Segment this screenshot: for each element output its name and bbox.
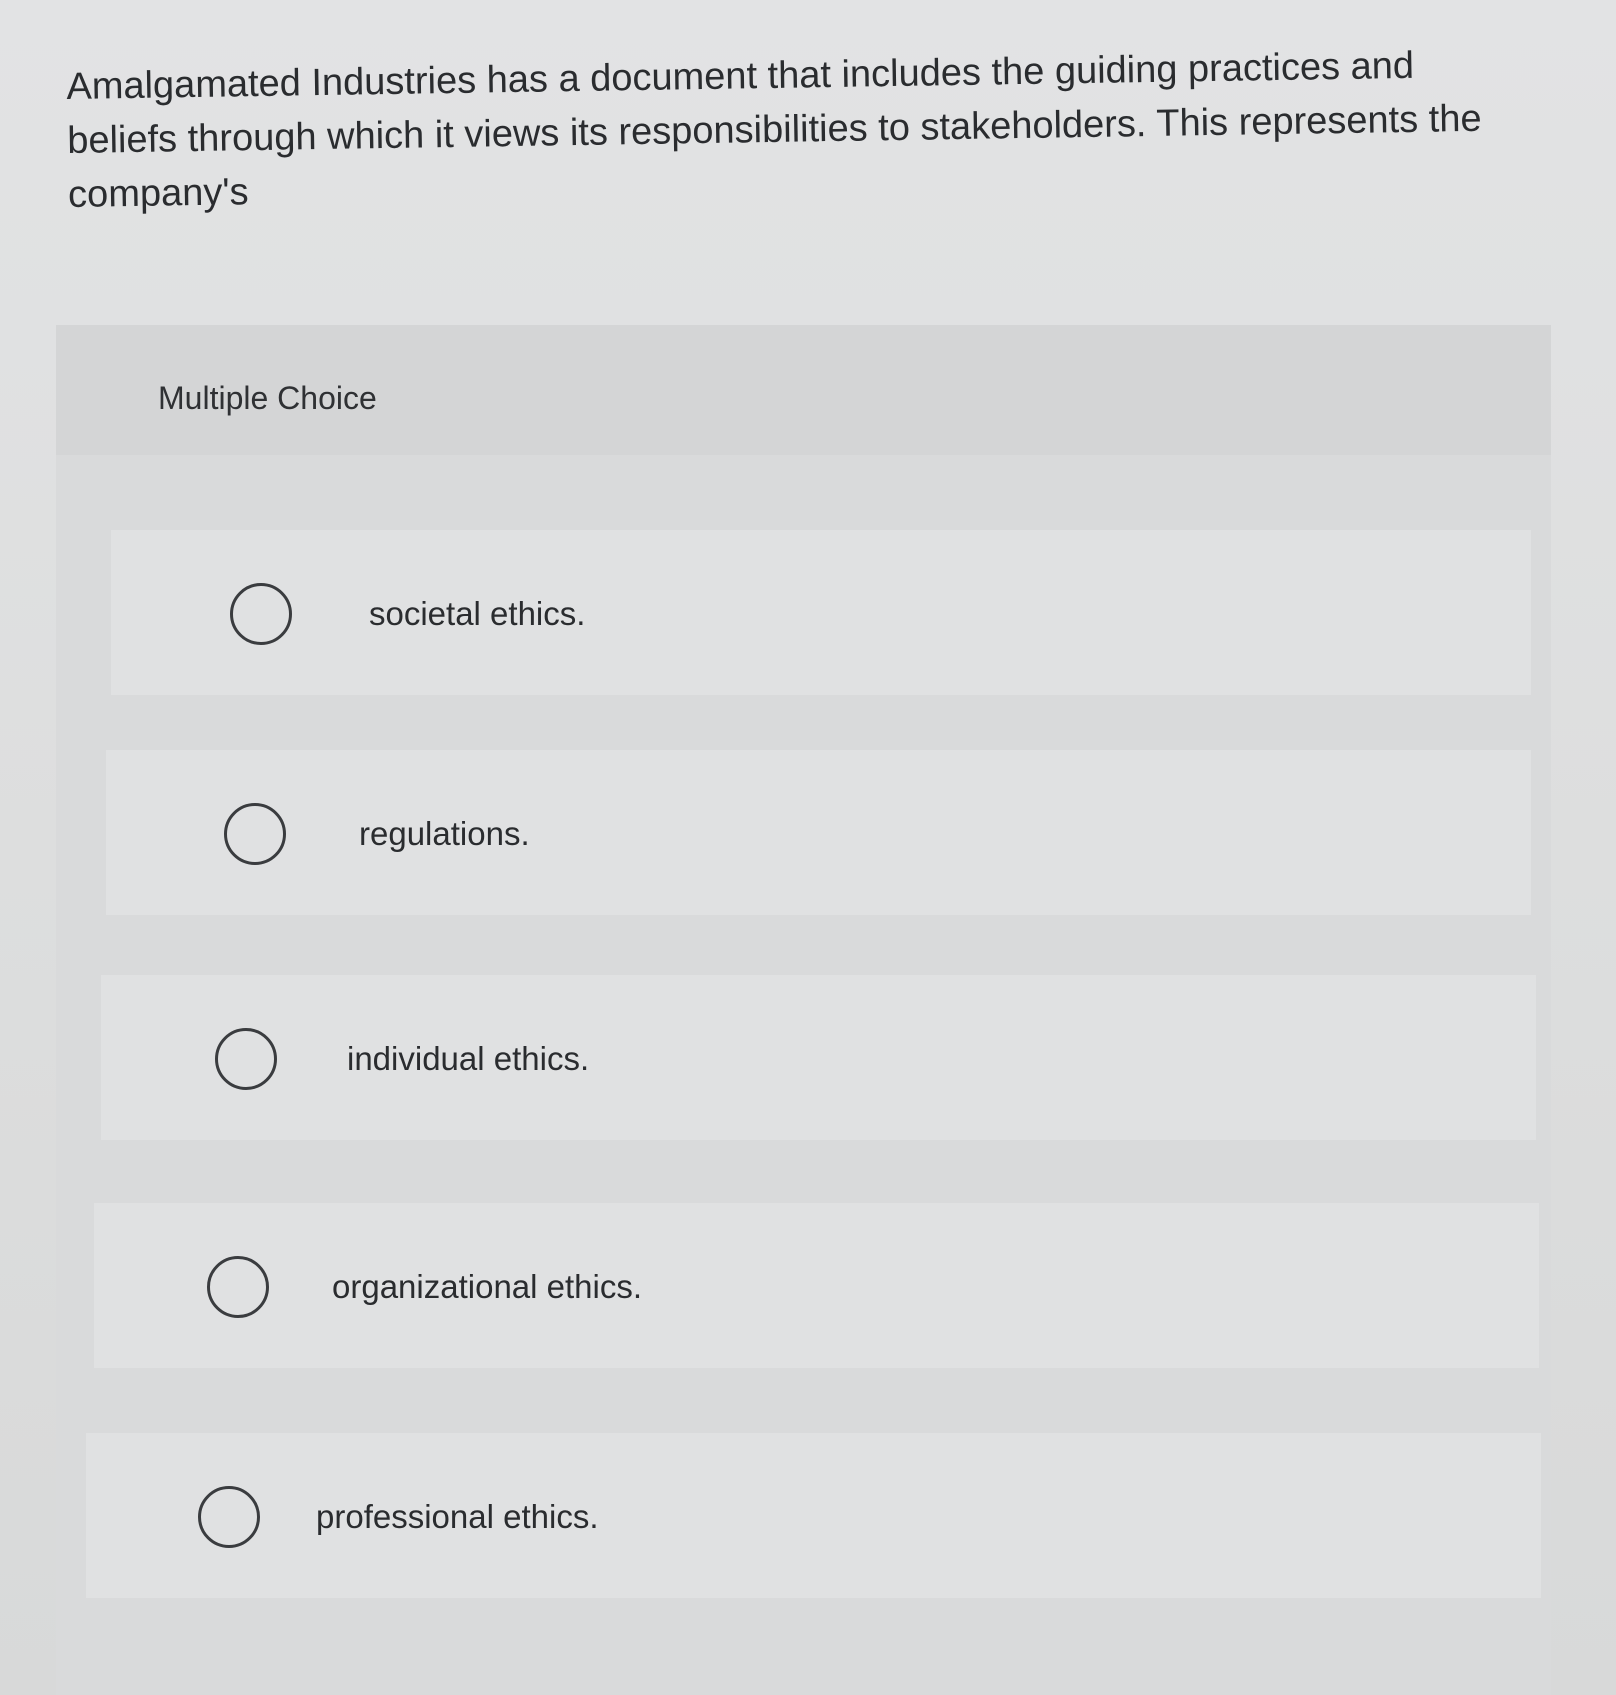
- option-organizational-ethics[interactable]: [94, 1203, 1539, 1368]
- radio-button-icon[interactable]: [198, 1486, 260, 1548]
- option-label: societal ethics.: [369, 595, 586, 632]
- radio-button-icon[interactable]: [207, 1256, 269, 1318]
- option-professional-ethics[interactable]: [86, 1433, 1541, 1598]
- panel-header: [56, 325, 1551, 455]
- option-label: individual ethics.: [347, 1040, 590, 1077]
- question-text: Amalgamated Industries has a document that includes the guiding practices and beliefs through which it views its responsibilities to stakeholders. This represents the company's: [66, 44, 1482, 216]
- option-label: organizational ethics.: [332, 1268, 643, 1305]
- option-label: professional ethics.: [316, 1498, 599, 1535]
- option-regulations[interactable]: [106, 750, 1531, 915]
- radio-button-icon[interactable]: [215, 1028, 277, 1090]
- radio-button-icon[interactable]: [224, 803, 286, 865]
- option-individual-ethics[interactable]: [101, 975, 1536, 1140]
- option-societal-ethics[interactable]: [111, 530, 1531, 695]
- option-label: regulations.: [359, 815, 530, 852]
- multiple-choice-label: Multiple Choice: [158, 380, 377, 416]
- radio-button-icon[interactable]: [230, 583, 292, 645]
- multiple-choice-panel: [56, 325, 1551, 1695]
